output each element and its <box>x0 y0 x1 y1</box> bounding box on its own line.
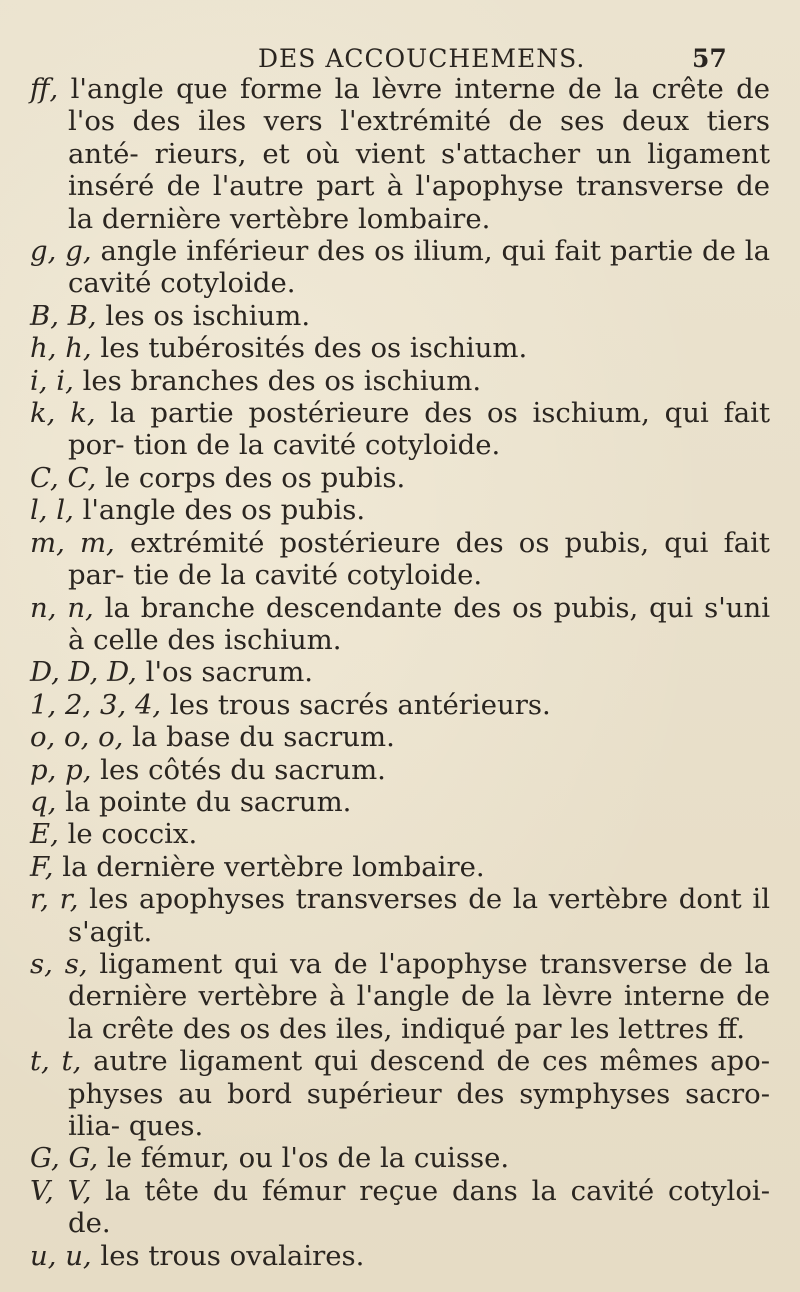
legend-entry <box>30 397 770 462</box>
legend-entry <box>30 786 770 818</box>
entry-text: les trous ovalaires. <box>91 1239 365 1272</box>
entry-text: les branches des os ischium. <box>73 364 482 397</box>
entry-text: les tubérosités des os ischium. <box>91 332 528 365</box>
entry-key: n, n, <box>30 591 94 624</box>
legend-entry <box>30 462 770 494</box>
entry-key: D, D, D, <box>30 656 137 689</box>
legend-entry <box>30 300 770 332</box>
entry-key: r, r, <box>30 883 79 916</box>
legend-entry <box>30 721 770 753</box>
entry-text: autre ligament qui descend de ces mêmes apo- physes au bord supérieur des symphyses sacro-ilia- ques. <box>68 1045 771 1142</box>
entry-text: le coccix. <box>58 818 198 851</box>
legend-entry <box>30 948 770 1045</box>
entry-key: i, i, <box>30 364 74 397</box>
entry-text: la partie postérieure des os ischium, qui fait por- tion de la cavité cotyloide. <box>68 397 770 462</box>
entry-key: t, t, <box>30 1045 82 1078</box>
entry-text: l'os sacrum. <box>136 656 314 689</box>
entry-text: l'angle des os pubis. <box>73 494 366 527</box>
legend-entry <box>30 73 770 235</box>
legend-entry <box>30 656 770 688</box>
entry-key: u, u, <box>30 1239 92 1272</box>
legend-text <box>30 73 770 1272</box>
entry-text: le corps des os pubis. <box>96 461 406 494</box>
legend-entry <box>30 332 770 364</box>
legend-entry <box>30 592 770 657</box>
entry-key: k, k, <box>30 397 96 430</box>
entry-text: le fémur, ou l'os de la cuisse. <box>98 1142 510 1175</box>
legend-entry <box>30 1142 770 1174</box>
entry-text: l'angle que forme la lèvre interne de la crête de l'os des iles vers l'extrémité de ses deux tiers anté- rieurs, et où vient s'attacher un ligament inséré de l'autre part à l'apophyse transverse de la dernière vertèbre lombaire. <box>58 73 770 235</box>
entry-key: l, l, <box>30 494 74 527</box>
legend-entry <box>30 883 770 948</box>
entry-key: o, o, o, <box>30 721 124 754</box>
entry-key: p, p, <box>30 753 92 786</box>
entry-key: B, B, <box>30 299 97 332</box>
entry-text: ligament qui va de l'apophyse transverse de la dernière vertèbre à l'angle de la lèvre interne de la crête des os des iles, indiqué par les lettres ff. <box>68 947 770 1045</box>
page-header <box>0 40 800 74</box>
entry-key: ff, <box>30 73 59 105</box>
legend-entry <box>30 689 770 721</box>
running-title: DES ACCOUCHEMENS. <box>258 44 586 73</box>
legend-entry <box>30 754 770 786</box>
entry-key: 1, 2, 3, 4, <box>30 688 162 721</box>
legend-entry <box>30 235 770 300</box>
entry-text: les trous sacrés antérieurs. <box>161 688 551 721</box>
entry-text: les apophyses transverses de la vertèbre dont il s'agit. <box>68 883 770 948</box>
legend-entry <box>30 527 770 592</box>
legend-entry <box>30 1240 770 1272</box>
entry-key: g, g, <box>30 235 92 268</box>
page-number: 57 <box>692 44 727 73</box>
entry-key: m, m, <box>30 526 115 559</box>
entry-text: la pointe du sacrum. <box>56 785 352 818</box>
entry-key: C, C, <box>30 461 97 494</box>
entry-text: angle inférieur des os ilium, qui fait partie de la cavité cotyloide. <box>68 235 770 300</box>
entry-key: E, <box>30 818 59 851</box>
legend-entry <box>30 851 770 883</box>
legend-entry <box>30 1175 770 1240</box>
entry-text: les os ischium. <box>96 299 311 332</box>
legend-entry <box>30 494 770 526</box>
entry-key: q, <box>30 785 57 818</box>
entry-text: la dernière vertèbre lombaire. <box>53 850 485 883</box>
entry-text: les côtés du sacrum. <box>91 753 386 786</box>
legend-entry <box>30 818 770 850</box>
entry-key: h, h, <box>30 332 92 365</box>
entry-key: F, <box>30 850 54 883</box>
entry-key: V, V, <box>30 1174 92 1207</box>
entry-text: extrémité postérieure des os pubis, qui fait par- tie de la cavité cotyloide. <box>68 526 770 592</box>
entry-key: s, s, <box>30 947 88 980</box>
legend-entry <box>30 1045 770 1142</box>
entry-key: G, G, <box>30 1142 99 1175</box>
entry-text: la base du sacrum. <box>123 721 395 754</box>
entry-text: la branche descendante des os pubis, qui s'uni à celle des ischium. <box>68 591 770 656</box>
entry-text: la tête du fémur reçue dans la cavité cotyloi- de. <box>68 1174 770 1240</box>
legend-entry <box>30 365 770 397</box>
